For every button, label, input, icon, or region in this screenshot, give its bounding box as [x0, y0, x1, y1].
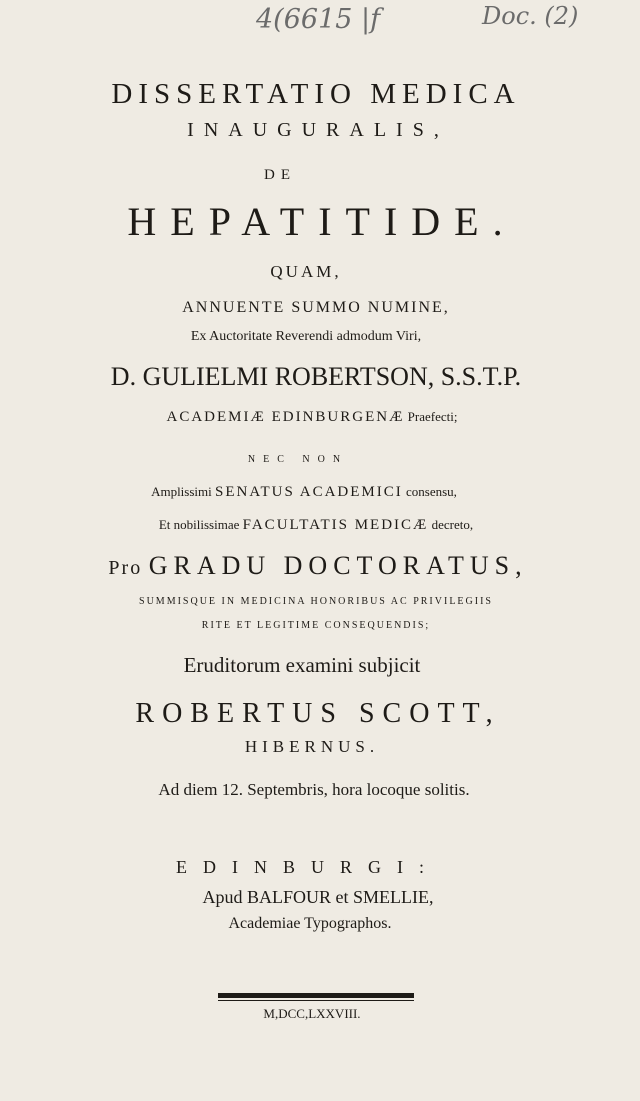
- pro-word: Pro: [108, 557, 143, 579]
- title-line-3: DE: [264, 167, 296, 183]
- academiae-prefix: ACADEMIÆ EDINBURGENÆ: [166, 409, 405, 425]
- defence-date-line: Ad diem 12. Septembris, hora locoque solitis.: [158, 780, 470, 799]
- decorative-rule-thin: [218, 1000, 414, 1001]
- rite-line: RITE ET LEGITIME CONSEQUENDIS;: [201, 620, 431, 631]
- title-line-1: DISSERTATIO MEDICA: [111, 78, 521, 110]
- facultatis-prefix: Et nobilissimae: [158, 517, 240, 532]
- senatus-prefix: Amplissimi: [151, 484, 212, 499]
- auctoritate-line: Ex Auctoritate Reverendi admodum Viri,: [190, 329, 422, 344]
- imprint-printers-title: Academiae Typographos.: [228, 915, 392, 932]
- summisque-line: SUMMISQUE IN MEDICINA HONORIBUS AC PRIVILEGIIS: [139, 596, 493, 607]
- author-name: ROBERTUS SCOTT,: [135, 698, 501, 729]
- eruditorum-line: Eruditorum examini subjicit: [183, 653, 421, 677]
- title-line-2: INAUGURALIS,: [187, 119, 449, 141]
- necnon-line: NEC NON: [247, 454, 349, 465]
- gradu-text: GRADU DOCTORATUS,: [148, 551, 528, 580]
- thesis-subject: HEPATITIDE.: [127, 199, 517, 244]
- gradu-line: [0, 553, 638, 579]
- handwritten-note: Doc. (2): [482, 2, 579, 30]
- author-origin: HIBERNUS.: [244, 737, 380, 756]
- imprint-city: EDINBURGI:: [176, 857, 440, 877]
- facultatis-main: FACULTATIS MEDICÆ: [242, 517, 429, 533]
- facultatis-line: [0, 518, 636, 533]
- imprint-printers-names: Apud BALFOUR et SMELLIE,: [202, 887, 434, 907]
- facultatis-suffix: decreto,: [431, 517, 474, 532]
- academiae-suffix: Praefecti;: [407, 409, 458, 424]
- senatus-main: SENATUS ACADEMICI: [215, 484, 403, 500]
- senatus-suffix: consensu,: [406, 484, 457, 499]
- academiae-line: [0, 410, 632, 425]
- annuente-line: ANNUENTE SUMMO NUMINE,: [182, 299, 450, 316]
- robertson-line: D. GULIELMI ROBERTSON, S.S.T.P.: [110, 362, 522, 391]
- quam-line: QUAM,: [270, 262, 342, 281]
- imprint-year: M,DCC,LXXVIII.: [263, 1006, 361, 1021]
- handwritten-shelfmark: 4(6615 |f: [256, 4, 381, 35]
- senatus-line: [0, 485, 624, 500]
- decorative-rule: [218, 993, 414, 998]
